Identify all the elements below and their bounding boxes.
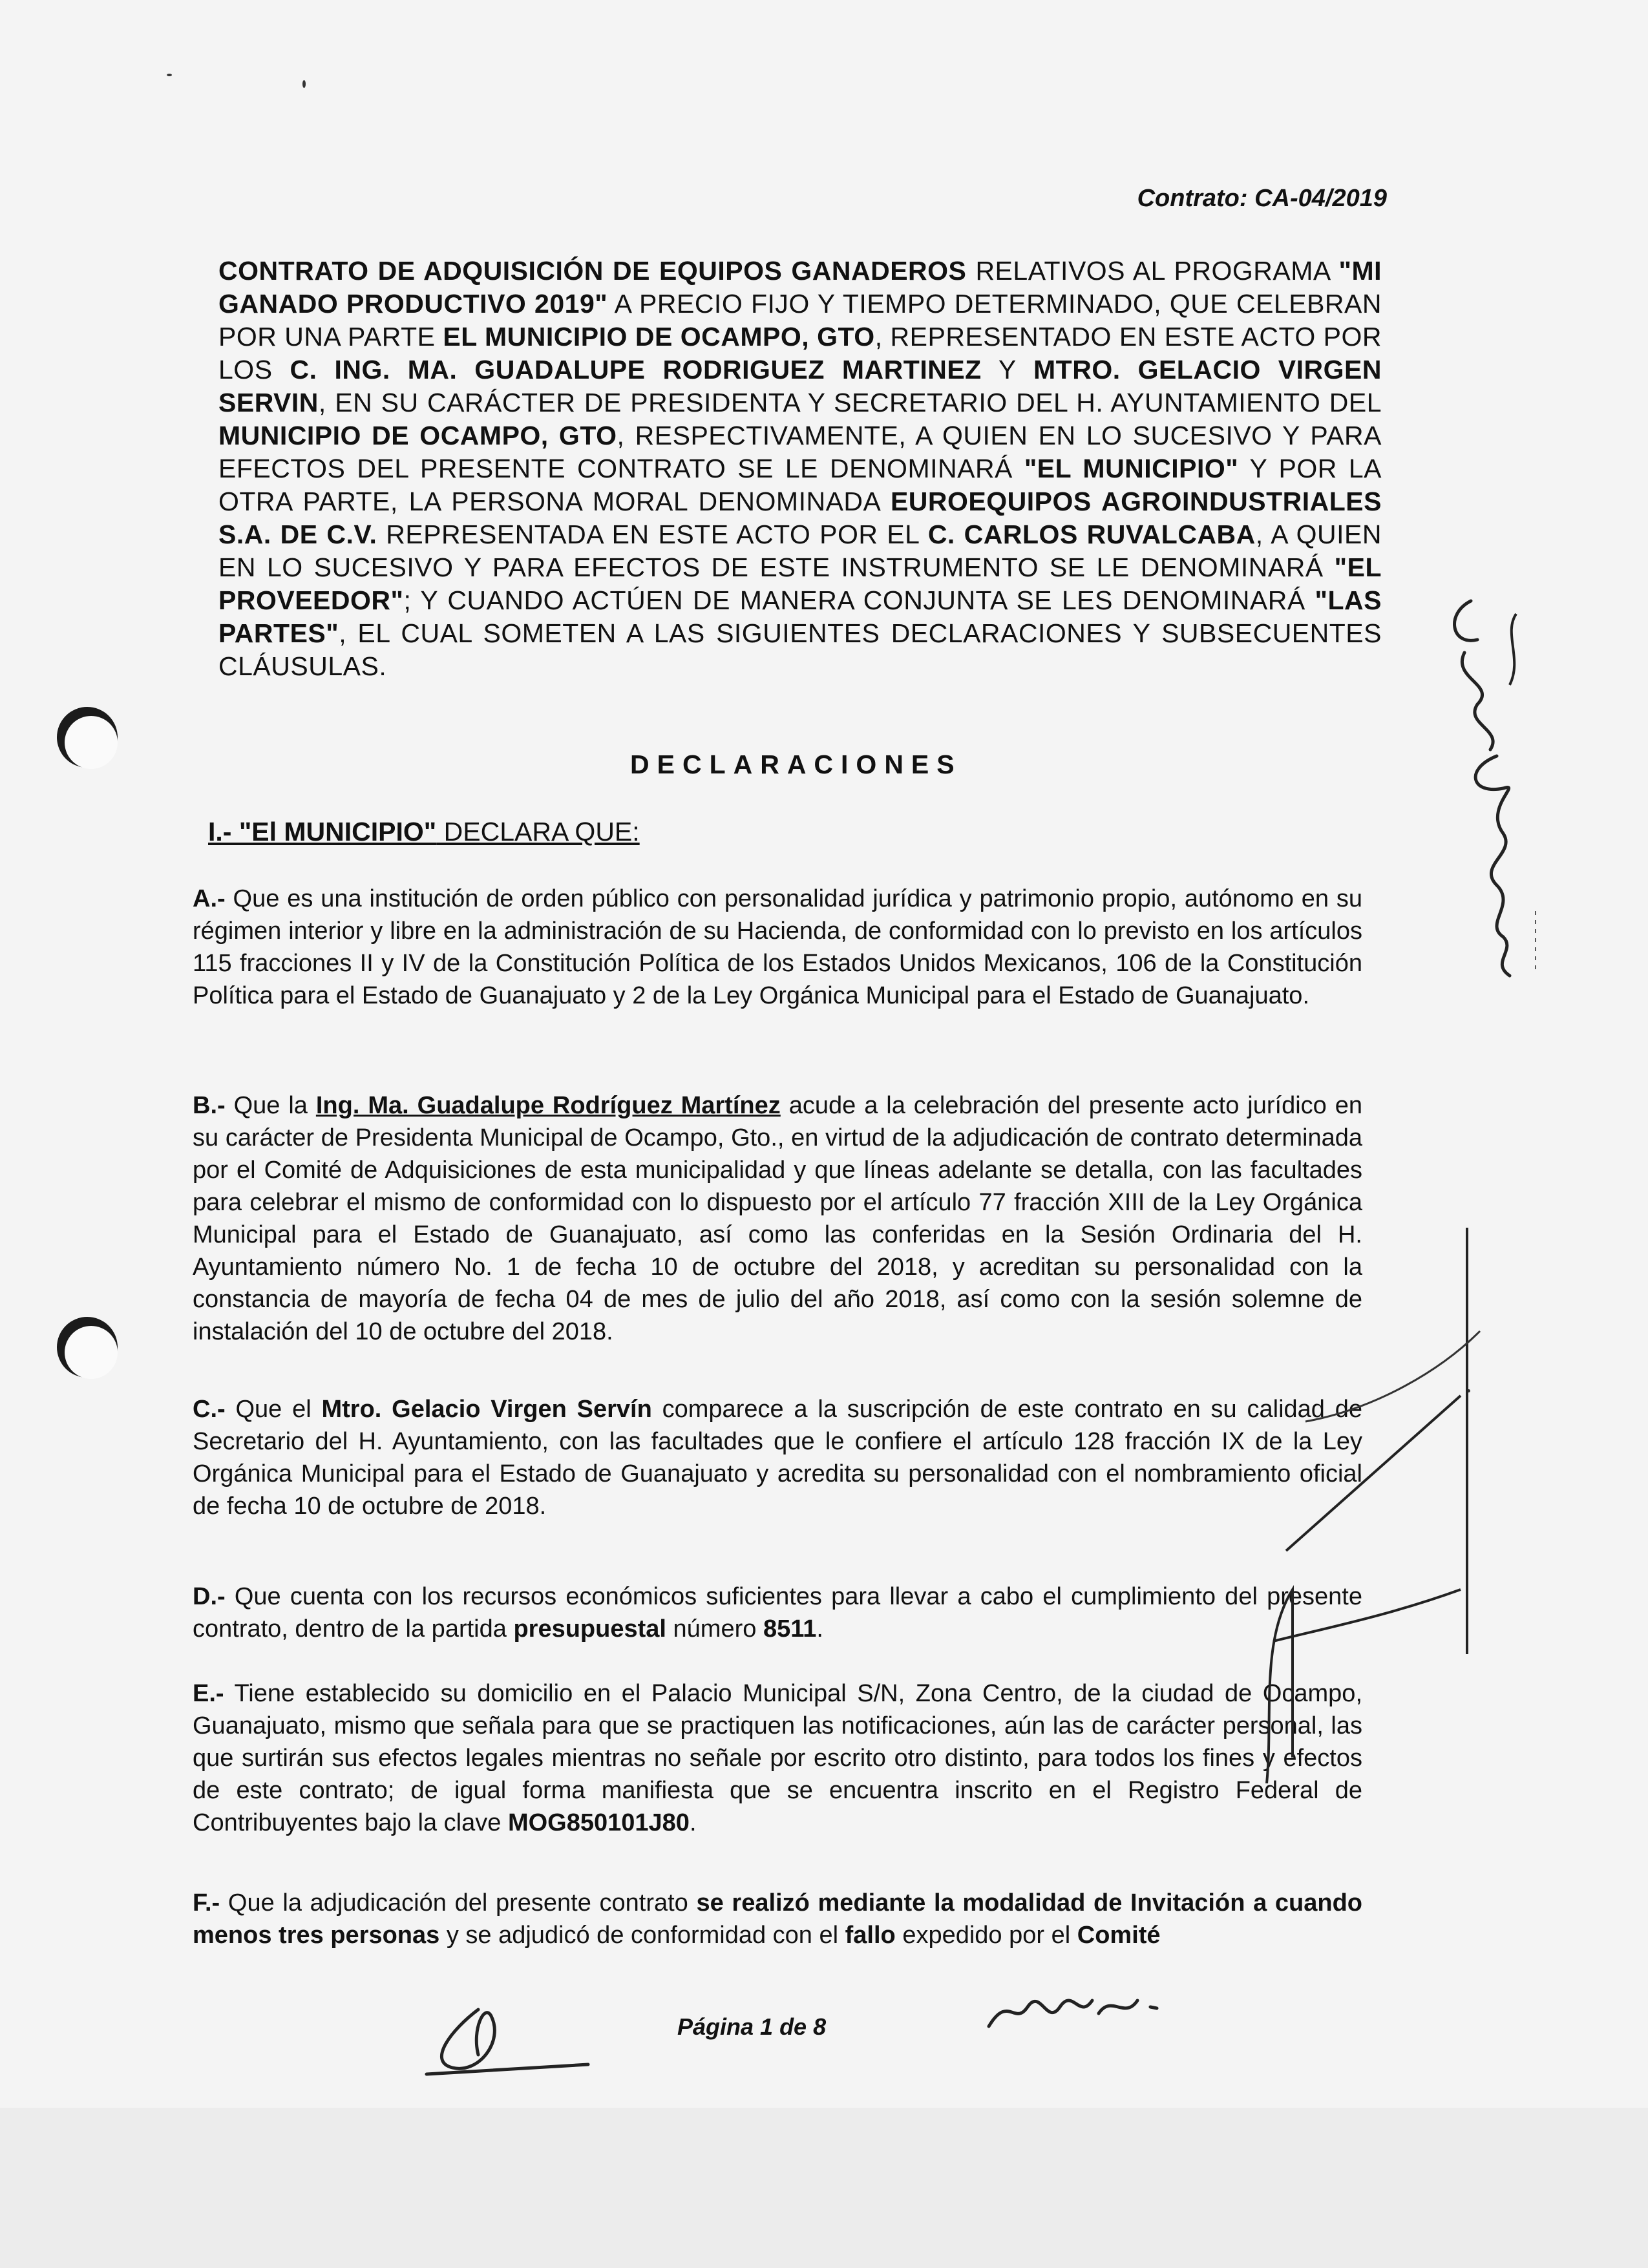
scan-edge — [0, 2108, 1648, 2268]
president-name: Ing. Ma. Guadalupe Rodríguez Martínez — [315, 1092, 781, 1119]
clause-f: F.- Que la adjudicación del presente contrato se realizó mediante la modalidad de Invitación a cuando menos tres personas y se adjudicó de conformidad con el fallo expedido por el Comité — [193, 1889, 1362, 1949]
punch-hole — [65, 716, 118, 769]
clause-e: E.- Tiene establecido su domicilio en el Palacio Municipal S/N, Zona Centro, de la ciudad de Ocampo, Guanajuato, mismo que señala para que se practiquen las notificaciones, aún las de carácter personal, las que surtirán sus efectos legales mientras no señale por escrito otro distinto, para todos los fines y efectos de este contrato; de igual forma manifiesta que se encuentra inscrito en el Registro Federal de Contribuyentes bajo la clave MOG850101J80. — [193, 1680, 1362, 1836]
scan-speck — [167, 74, 172, 76]
section-title: DECLARACIONES — [630, 750, 962, 779]
clause-a: A.- Que es una institución de orden público con personalidad jurídica y patrimonio propio, autónomo en su régimen interior y libre en la administración de su Hacienda, de conformidad con lo previsto en los artículos 115 fracciones II y IV de la Constitución Política de los Estados Unidos Mexicanos, 106 de la Constitución Política para el Estado de Guanajuato y 2 de la Ley Orgánica Municipal para el Estado de Guanajuato. — [193, 885, 1362, 1009]
punch-hole — [65, 1326, 118, 1379]
sub-heading: I.- "El MUNICIPIO" DECLARA QUE: — [208, 817, 640, 846]
signature-initials — [982, 1981, 1189, 2039]
signature-initials — [414, 1990, 595, 2081]
secretary-name: Mtro. Gelacio Virgen Servín — [321, 1396, 652, 1423]
clause-b: B.- Que la Ing. Ma. Guadalupe Rodríguez Martínez acude a la celebración del presente acto jurídico en su carácter de Presidenta Municipal de Ocampo, Gto., en virtud de la adjudicación de contrato determinada por el Comité de Adquisiciones de esta municipalidad y que líneas adelante se detalla, con las facultades para celebrar el mismo de conformidad con lo dispuesto por el artículo 77 fracción XIII de la Ley Orgánica Municipal para el Estado de Guanajuato, así como las conferidas en la Sesión Ordinaria del H. Ayuntamiento número No. 1 de fecha 10 de octubre del 2018, y acreditan su personalidad con la constancia de mayoría de fecha 04 de mes de julio del año 2018, así como con la sesión solemne de instalación del 10 de octubre del 2018. — [193, 1092, 1362, 1345]
scan-speck — [302, 80, 306, 88]
clause-c: C.- Que el Mtro. Gelacio Virgen Servín comparece a la suscripción de este contrato en su calidad de Secretario del H. Ayuntamiento, con las facultades que le confiere el artículo 128 fracción IX de la Ley Orgánica Municipal para el Estado de Guanajuato y acredita su personalidad con el nombramiento oficial de fecha 10 de octubre de 2018. — [193, 1396, 1363, 1520]
handwritten-strokes — [1247, 1228, 1519, 1783]
rfc-code: MOG850101J80 — [507, 1809, 690, 1836]
page-number: Página 1 de 8 — [677, 2013, 827, 2040]
contract-number: Contrato: CA-04/2019 — [1137, 185, 1387, 212]
vertical-signature — [1426, 575, 1594, 989]
contract-intro: CONTRATO DE ADQUISICIÓN DE EQUIPOS GANADEROS RELATIVOS AL PROGRAMA "MI GANADO PRODUCTIVO 2019" A PRECIO FIJO Y TIEMPO DETERMINADO, QUE CELEBRAN POR UNA PARTE EL MUNICIPIO DE OCAMPO, GTO, REPRESENTADO EN ESTE ACTO POR LOS C. ING. MA. GUADALUPE RODRIGUEZ MARTINEZ Y MTRO. GELACIO VIRGEN SERVIN, EN SU CARÁCTER DE PRESIDENTA Y SECRETARIO DEL H. AYUNTAMIENTO DEL MUNICIPIO DE OCAMPO, GTO, RESPECTIVAMENTE, A QUIEN EN LO SUCESIVO Y PARA EFECTOS DEL PRESENTE CONTRATO SE LE DENOMINARÁ "EL MUNICIPIO" Y POR LA OTRA PARTE, LA PERSONA MORAL DENOMINADA EUROEQUIPOS AGROINDUSTRIALES S.A. DE C.V. REPRESENTADA EN ESTE ACTO POR EL C. CARLOS RUVALCABA, A QUIEN EN LO SUCESIVO Y PARA EFECTOS DE ESTE INSTRUMENTO SE LE DENOMINARÁ "EL PROVEEDOR"; Y CUANDO ACTÚEN DE MANERA CONJUNTA SE LES DENOMINARÁ "LAS PARTES", EL CUAL SOMETEN A LAS SIGUIENTES DECLARACIONES Y SUBSECUENTES CLÁUSULAS. — [218, 256, 1382, 681]
clause-d: D.- Que cuenta con los recursos económicos suficientes para llevar a cabo el cumplimiento del presente contrato, dentro de la partida presupuestal número 8511. — [193, 1583, 1362, 1643]
